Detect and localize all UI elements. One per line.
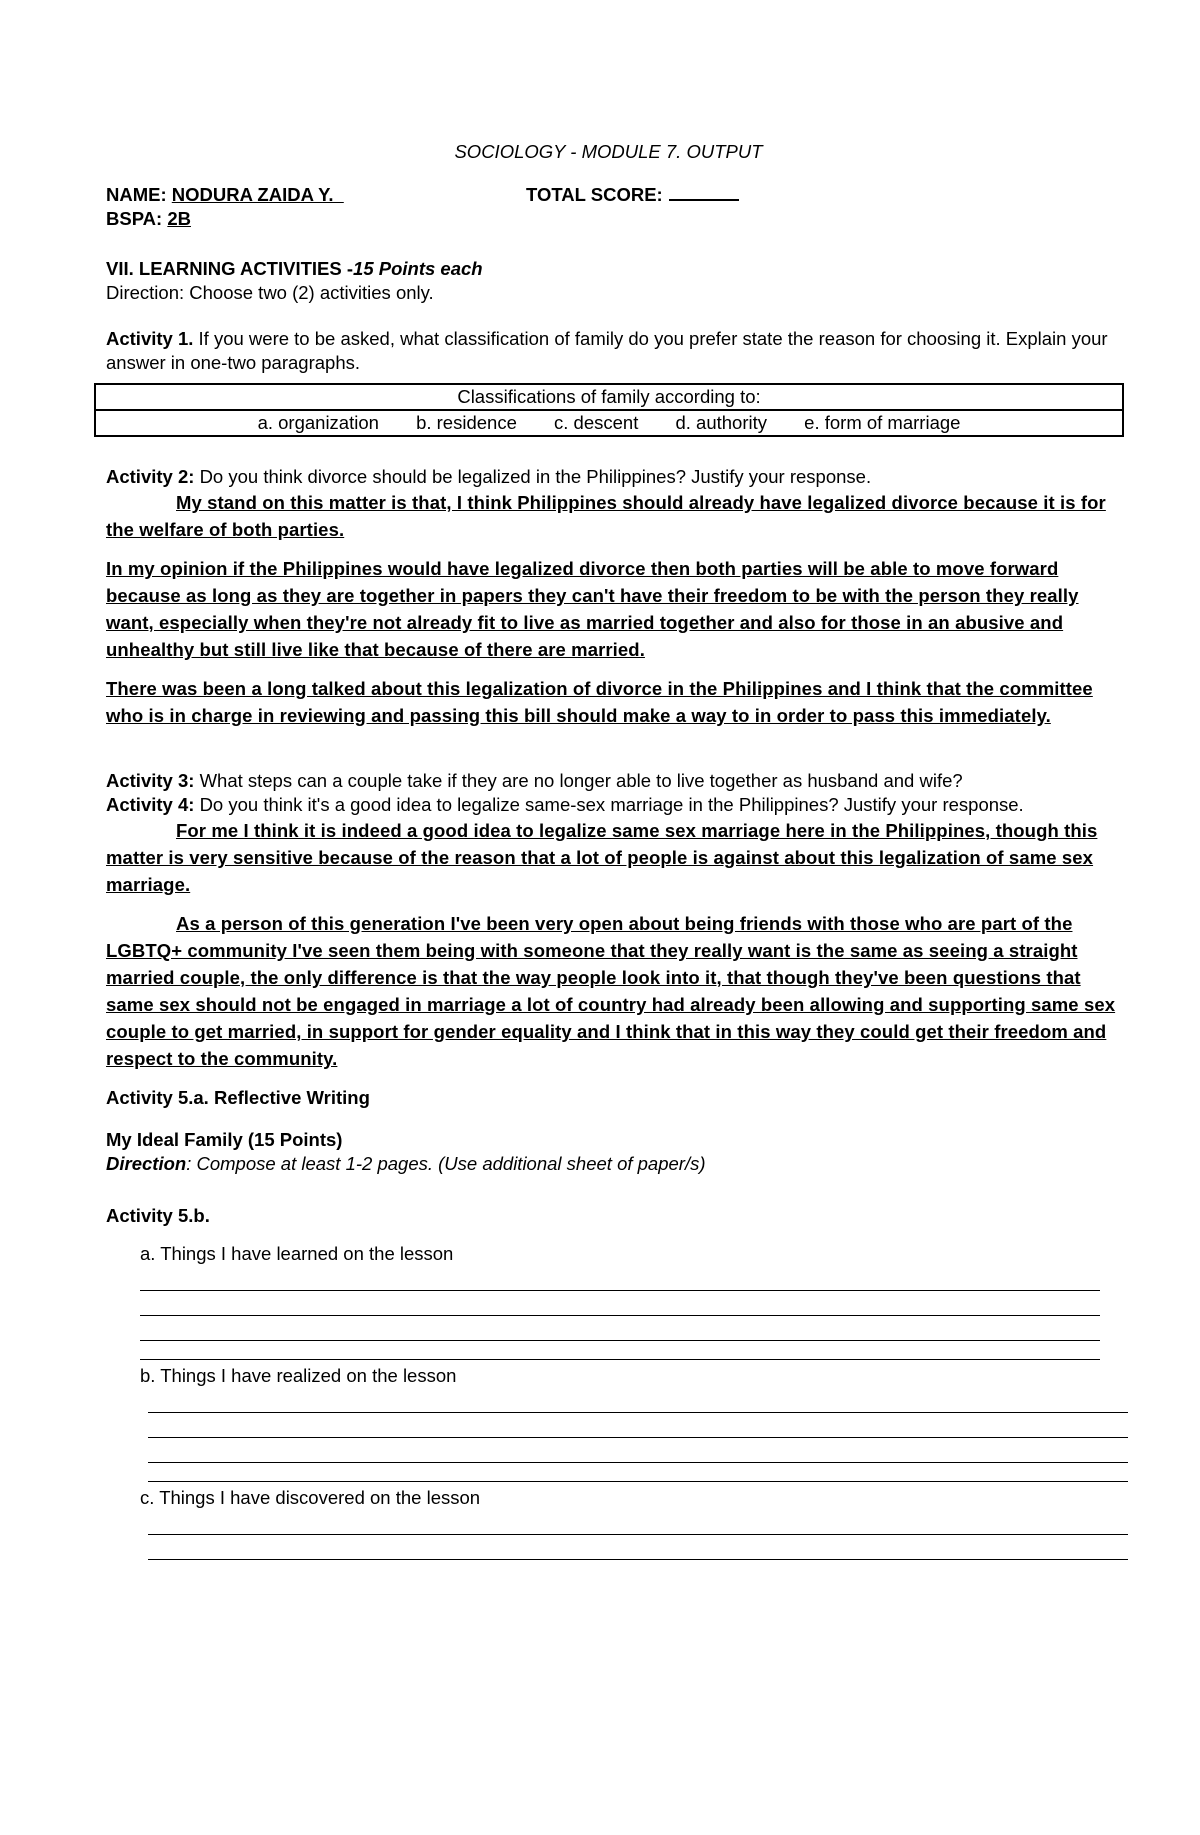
answer-line[interactable] xyxy=(140,1341,1100,1360)
answer-line[interactable] xyxy=(140,1266,1100,1291)
option-residence: b. residence xyxy=(416,412,517,433)
activity-5b-label: Activity 5.b. xyxy=(106,1205,210,1226)
activity-4-answer-2: As a person of this generation I've been very open about being friends with those who are part of the LGBTQ+ community I've seen them being with someone that they really want is the same as seeing a straight married couple, the only difference is that the way people look into it, that though they've been questions that same sex should not be engaged in marriage a lot of country had already been allowing and supporting same sex couple to get married, in support for gender equality and I think that in this way they could get their freedom and respect to the community. xyxy=(106,913,1116,1069)
name-value: NODURA ZAIDA Y. xyxy=(171,184,334,205)
activity-5a-subtitle: My Ideal Family (15 Points) xyxy=(106,1129,343,1150)
classification-table-header: Classifications of family according to: xyxy=(95,384,1123,410)
activity-2-answer-2: In my opinion if the Philippines would have legalized divorce then both parties will be able to move forward because as long as they are together in papers they can't have their freedom to be with the person they really want, especially when they're not already fit to live as married together and also for those in an abusive and unhealthy but still live like that because of there are married. xyxy=(106,558,1079,660)
answer-line[interactable] xyxy=(148,1438,1128,1463)
activity-1 xyxy=(106,327,1131,375)
activity-5a xyxy=(106,1086,1131,1110)
activity-5a-label: Activity 5.a. Reflective Writing xyxy=(106,1087,370,1108)
section-direction: Direction: Choose two (2) activities only. xyxy=(106,282,434,303)
activity-2-answer-3: There was been a long talked about this legalization of divorce in the Philippines and I think that the committee who is in charge in reviewing and passing this bill should make a way to in order to pass this immediately. xyxy=(106,678,1093,726)
activity-4-answer-1: For me I think it is indeed a good idea to legalize same sex marriage here in the Philippines, though this matter is very sensitive because of the reason that a lot of people is against about this legalization of same sex marriage. xyxy=(106,820,1098,895)
activity-2-label: Activity 2: xyxy=(106,466,195,487)
activity-3-label: Activity 3: xyxy=(106,770,195,791)
course-label: BSPA: xyxy=(106,208,163,229)
reflection-item-discovered: c. Things I have discovered on the lesson xyxy=(140,1487,481,1508)
answer-line[interactable] xyxy=(148,1388,1128,1413)
answer-line[interactable] xyxy=(148,1535,1128,1560)
option-descent: c. descent xyxy=(554,412,639,433)
activity-2 xyxy=(106,465,1131,489)
score-blank xyxy=(669,185,739,201)
activity-1-label: Activity 1. xyxy=(106,328,194,349)
document-page xyxy=(106,141,1131,1560)
activity-5a-direction xyxy=(106,1152,1131,1176)
option-authority: d. authority xyxy=(675,412,768,433)
activity-5a-subtitle-row xyxy=(106,1128,1131,1152)
answer-line[interactable] xyxy=(148,1510,1128,1535)
score-field xyxy=(526,183,739,207)
reflection-list xyxy=(140,1242,1131,1560)
activity-5a-direction-label: Direction xyxy=(106,1153,187,1174)
activity-4-label: Activity 4: xyxy=(106,794,195,815)
answer-line[interactable] xyxy=(140,1316,1100,1341)
activity-2-answer-1: My stand on this matter is that, I think Philippines should already have legalized divorce because it is for the welfare of both parties. xyxy=(106,492,1106,540)
section-points: 15 Points each xyxy=(353,258,483,279)
course-row xyxy=(106,207,1131,231)
course-value: 2B xyxy=(167,208,191,229)
reflection-item-learned: a. Things I have learned on the lesson xyxy=(140,1243,454,1264)
classification-table xyxy=(94,383,1124,437)
answer-line[interactable] xyxy=(148,1413,1128,1438)
activity-3 xyxy=(106,769,1131,793)
name-label: NAME: xyxy=(106,184,167,205)
header-row xyxy=(106,183,1131,207)
activity-4-text: Do you think it's a good idea to legalize same-sex marriage in the Philippines? Justify your response. xyxy=(199,794,1024,815)
name-field xyxy=(106,183,526,207)
activity-3-text: What steps can a couple take if they are no longer able to live together as husband and wife? xyxy=(199,770,963,791)
section-heading xyxy=(106,257,1131,281)
activity-5b xyxy=(106,1204,1131,1228)
activity-1-text: If you were to be asked, what classification of family do you prefer state the reason for choosing it. Explain your answer in one-two paragraphs. xyxy=(106,328,1108,373)
reflection-item-realized: b. Things I have realized on the lesson xyxy=(140,1365,457,1386)
activity-4 xyxy=(106,793,1131,817)
page-title: SOCIOLOGY - MODULE 7. OUTPUT xyxy=(454,141,763,162)
answer-line[interactable] xyxy=(140,1291,1100,1316)
answer-line[interactable] xyxy=(148,1463,1128,1482)
score-label: TOTAL SCORE: xyxy=(526,184,663,205)
option-form-of-marriage: e. form of marriage xyxy=(804,412,961,433)
section-heading-text: VII. LEARNING ACTIVITIES - xyxy=(106,258,354,279)
activity-2-text: Do you think divorce should be legalized in the Philippines? Justify your response. xyxy=(199,466,872,487)
classification-options xyxy=(95,410,1123,436)
option-organization: a. organization xyxy=(257,412,379,433)
activity-5a-direction-text: : Compose at least 1-2 pages. (Use additional sheet of paper/s) xyxy=(186,1153,706,1174)
